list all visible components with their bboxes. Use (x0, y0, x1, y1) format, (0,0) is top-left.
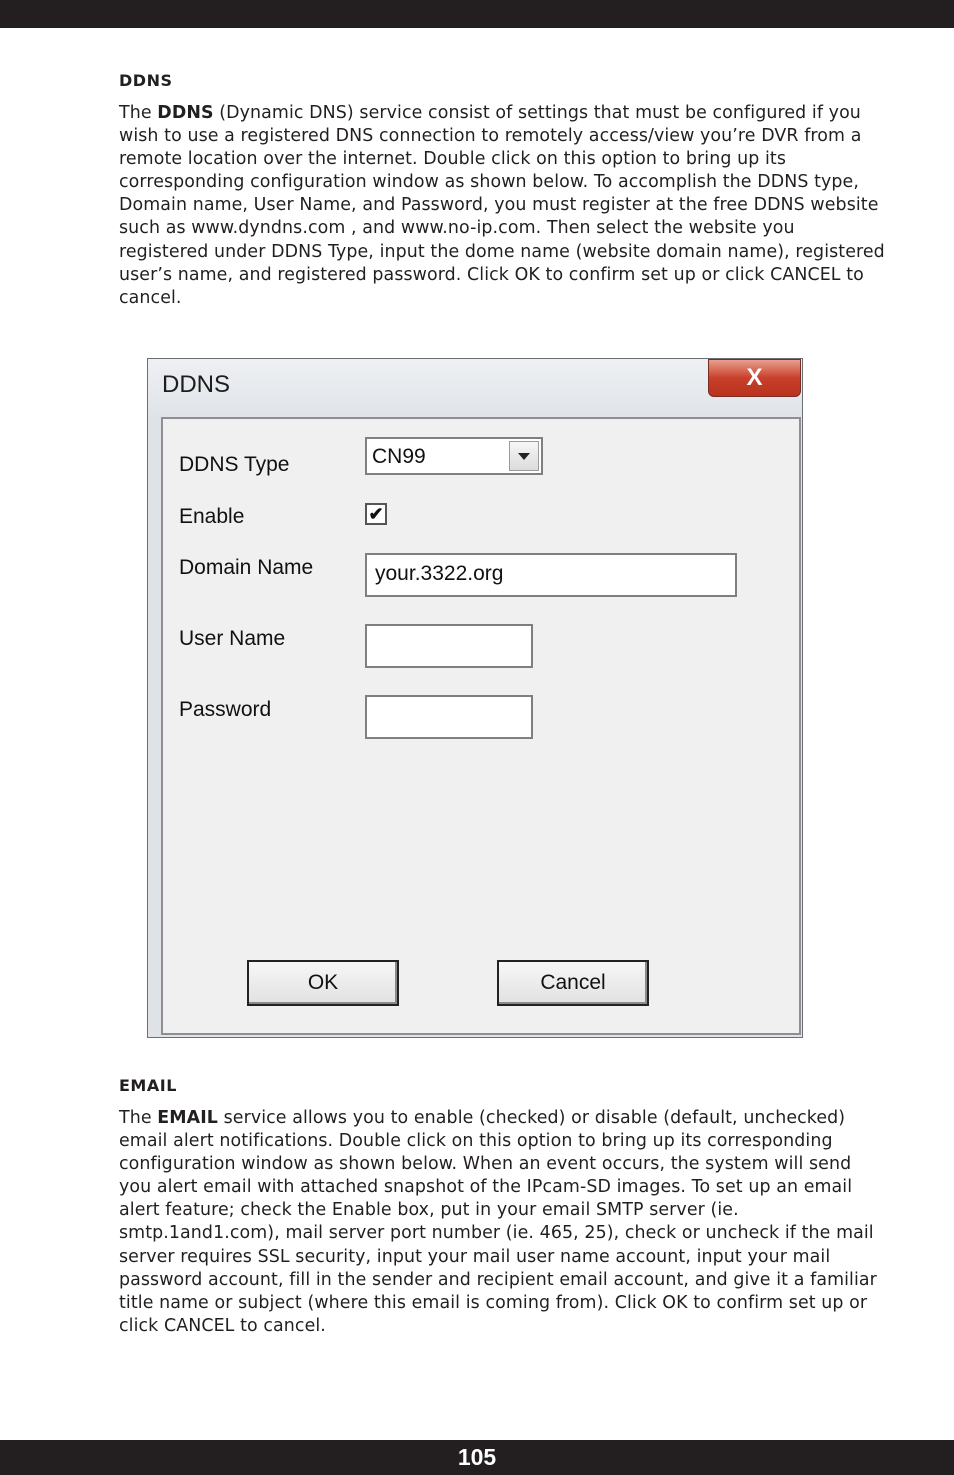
top-bar (0, 0, 954, 28)
domain-name-label: Domain Name (179, 556, 314, 579)
ddns-para-body: (Dynamic DNS) service consist of settings that must be configured if you wish to use a registered DNS connection to remotely access/view you’re DVR from a remote location over the internet. Double click on this option to bring up its corresponding configuration window as shown below. To accomplish the DDNS type, Domain name, User Name, and Password, you must register at the free DDNS website such as www.dyndns.com , and www.no-ip.com. Then select the website you registered under DDNS Type, input the dome name (website domain name), registered user’s name, and registered password. Click OK to confirm set up or click CANCEL to cancel. (119, 103, 885, 308)
page-footer (0, 1440, 954, 1475)
ddns-type-label: DDNS Type (179, 453, 290, 476)
ddns-type-value: CN99 (372, 445, 426, 468)
dialog-title: DDNS (162, 371, 231, 398)
ok-button[interactable]: OK (247, 960, 399, 1006)
close-button[interactable] (708, 359, 801, 397)
email-para-body: service allows you to enable (checked) or disable (default, unchecked) email alert notifications. Double click on this option to bring up its corresponding configuration window as shown below. When an event occurs, the system will send you alert email with attached snapshot of the IPcam-SD images. To set up an email alert feature; check the Enable box, put in your email SMTP server (ie. smtp.1and1.com), mail server port number (ie. 465, 25), check or uncheck if the mail server requires SSL security, input your mail user name account, input your mail password account, fill in the sender and recipient email account, and give it a familiar title name or subject (where this email is coming from). Click OK to confirm set up or click CANCEL to cancel. (119, 1108, 877, 1336)
email-heading: EMAIL (119, 1076, 177, 1095)
enable-checkbox[interactable] (365, 503, 387, 525)
email-paragraph (119, 1107, 889, 1338)
password-label: Password (179, 698, 272, 721)
ddns-type-select[interactable] (365, 437, 543, 475)
dialog-client-area (161, 417, 801, 1035)
user-name-label: User Name (179, 627, 286, 650)
ddns-para-lead: The (119, 103, 158, 123)
ddns-para-bold: DDNS (157, 103, 214, 123)
user-name-input[interactable] (365, 624, 533, 668)
ddns-dialog (147, 358, 803, 1038)
email-para-lead: The (119, 1108, 158, 1128)
ddns-paragraph (119, 102, 889, 310)
close-icon: X (746, 364, 763, 391)
enable-label: Enable (179, 505, 245, 528)
cancel-button[interactable]: Cancel (497, 960, 649, 1006)
ddns-heading: DDNS (119, 71, 173, 90)
checkmark-icon: ✔ (368, 504, 384, 524)
password-input[interactable] (365, 695, 533, 739)
email-para-bold: EMAIL (157, 1108, 218, 1128)
domain-name-input[interactable]: your.3322.org (365, 553, 737, 597)
page-number: 105 (457, 1444, 497, 1470)
chevron-down-icon[interactable] (509, 441, 539, 471)
